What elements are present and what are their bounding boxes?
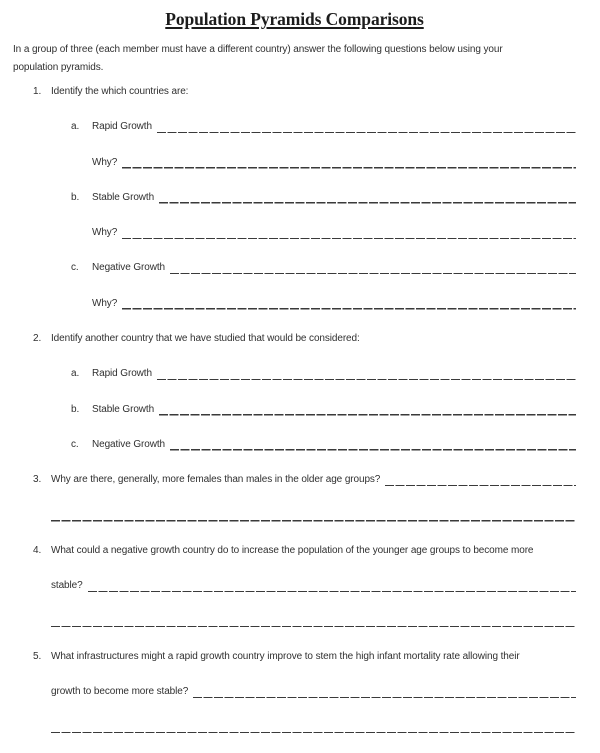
answer-blank-line bbox=[193, 686, 576, 698]
answer-blank-line bbox=[157, 121, 576, 133]
list-letter: a. bbox=[71, 121, 80, 133]
question-1-row bbox=[13, 86, 576, 121]
question-2-row bbox=[13, 333, 576, 368]
question-2b-stable-growth-row bbox=[13, 404, 576, 439]
question-5-row bbox=[13, 651, 576, 686]
answer-blank-line bbox=[159, 192, 576, 204]
question-5-text: What infrastructures might a rapid growth country improve to stem the high infant mortality rate allowing their bbox=[51, 650, 520, 662]
question-2-text: Identify another country that we have studied that would be considered: bbox=[51, 333, 360, 345]
sub-item-label: Negative Growth bbox=[92, 262, 165, 274]
intro-paragraph bbox=[13, 41, 576, 77]
list-number: 1. bbox=[33, 86, 42, 97]
list-number: 5. bbox=[33, 650, 42, 662]
list-number: 2. bbox=[33, 333, 42, 345]
why-label: Why? bbox=[92, 297, 118, 309]
list-letter: c. bbox=[71, 438, 79, 450]
answer-blank-line bbox=[51, 721, 576, 733]
question-1c-negative-growth-row bbox=[13, 262, 576, 297]
answer-blank-line bbox=[170, 439, 576, 451]
answer-blank-line bbox=[88, 580, 576, 592]
question-1b-why-row bbox=[13, 227, 576, 262]
question-1a-rapid-growth-row bbox=[13, 121, 576, 156]
question-list bbox=[13, 86, 576, 753]
question-2c-negative-growth-row bbox=[13, 439, 576, 474]
question-4-row bbox=[13, 545, 576, 580]
question-4-text: What could a negative growth country do to increase the population of the younger age groups to become more bbox=[51, 544, 534, 556]
answer-blank-line bbox=[51, 615, 576, 627]
question-5-text-continued: growth to become more stable? bbox=[51, 686, 189, 698]
why-label: Why? bbox=[92, 156, 118, 168]
question-1a-why-row bbox=[13, 157, 576, 192]
list-number: 4. bbox=[33, 544, 42, 556]
question-4-text-continued: stable? bbox=[51, 580, 83, 592]
intro-line: In a group of three (each member must have a different country) answer the following questions below using your bbox=[13, 44, 503, 55]
sub-item-label: Negative Growth bbox=[92, 438, 165, 450]
question-1b-stable-growth-row bbox=[13, 192, 576, 227]
intro-line: population pyramids. bbox=[13, 62, 104, 73]
question-5-blank-row bbox=[13, 721, 576, 753]
question-3-row bbox=[13, 474, 576, 509]
question-4-blank-row bbox=[13, 615, 576, 650]
list-letter: b. bbox=[71, 191, 80, 203]
list-letter: b. bbox=[71, 403, 80, 415]
answer-blank-line bbox=[51, 510, 576, 522]
answer-blank-line bbox=[122, 157, 576, 169]
question-5-continuation-row bbox=[13, 686, 576, 721]
answer-blank-line bbox=[159, 404, 576, 416]
sub-item-label: Stable Growth bbox=[92, 191, 155, 203]
question-4-continuation-row bbox=[13, 580, 576, 615]
answer-blank-line bbox=[170, 262, 576, 274]
list-letter: a. bbox=[71, 368, 80, 380]
list-letter: c. bbox=[71, 262, 79, 274]
answer-blank-line bbox=[122, 227, 576, 239]
list-number: 3. bbox=[33, 474, 42, 486]
answer-blank-line bbox=[122, 298, 576, 310]
sub-item-label: Stable Growth bbox=[92, 403, 155, 415]
why-label: Why? bbox=[92, 227, 118, 239]
question-2a-rapid-growth-row bbox=[13, 368, 576, 403]
question-1-text: Identify the which countries are: bbox=[51, 86, 189, 97]
sub-item-label: Rapid Growth bbox=[92, 368, 152, 380]
answer-blank-line bbox=[385, 474, 576, 486]
question-1c-why-row bbox=[13, 298, 576, 333]
question-3-text: Why are there, generally, more females than males in the older age groups? bbox=[51, 474, 381, 486]
answer-blank-line bbox=[157, 368, 576, 380]
sub-item-label: Rapid Growth bbox=[92, 121, 152, 133]
question-3-continuation-row bbox=[13, 510, 576, 545]
page-title: Population Pyramids Comparisons bbox=[165, 9, 424, 29]
